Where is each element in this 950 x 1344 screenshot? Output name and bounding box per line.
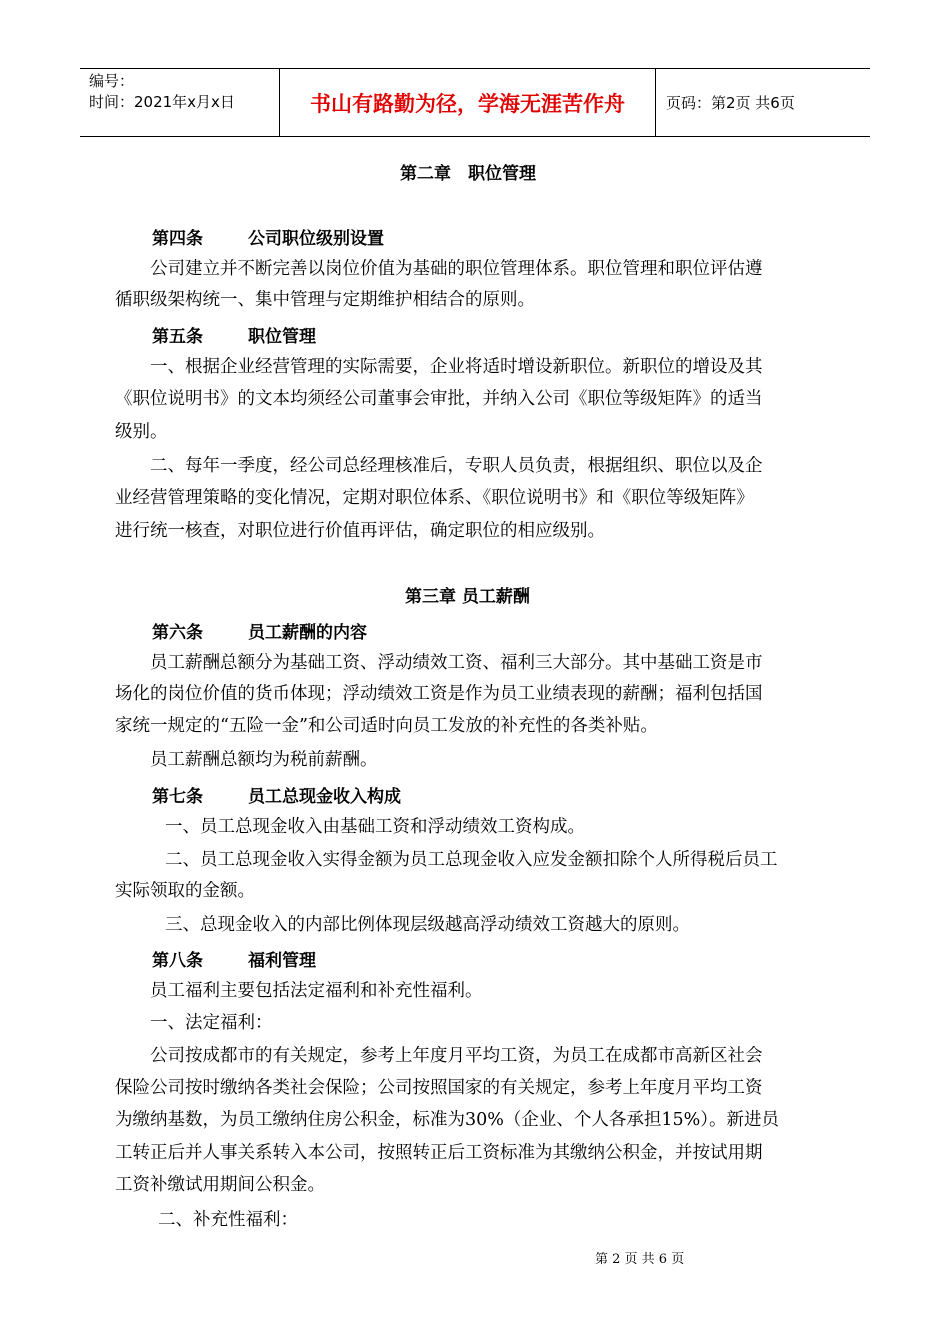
paragraph-line: 实际领取的金额。 bbox=[115, 881, 255, 901]
paragraph-line: 一、根据企业经营管理的实际需要，企业将适时增设新职位。新职位的增设及其 bbox=[150, 357, 763, 377]
paragraph-line: 员工福利主要包括法定福利和补充性福利。 bbox=[150, 981, 483, 1001]
paragraph-line: 三、总现金收入的内部比例体现层级越高浮动绩效工资越大的原则。 bbox=[165, 915, 690, 935]
paragraph-line: 场化的岗位价值的货币体现；浮动绩效工资是作为员工业绩表现的薪酬；福利包括国 bbox=[115, 684, 763, 704]
paragraph-line: 进行统一核查，对职位进行价值再评估，确定职位的相应级别。 bbox=[115, 521, 605, 541]
paragraph-line: 《职位说明书》的文本均须经公司董事会审批，并纳入公司《职位等级矩阵》的适当 bbox=[115, 389, 763, 409]
date-label: 时间：2021年x月x日 bbox=[89, 93, 235, 111]
paragraph-line: 工资补缴试用期间公积金。 bbox=[115, 1175, 325, 1195]
page-header bbox=[80, 68, 870, 137]
paragraph-line: 员工薪酬总额均为税前薪酬。 bbox=[150, 750, 378, 770]
motto: 书山有路勤为径，学海无涯苦作舟 bbox=[280, 69, 656, 136]
article-title: 员工薪酬的内容 bbox=[248, 623, 367, 643]
paragraph-line: 二、每年一季度，经公司总经理核准后，专职人员负责，根据组织、职位以及企 bbox=[150, 456, 763, 476]
article-number: 第四条 bbox=[152, 229, 203, 249]
paragraph-line: 循职级架构统一、集中管理与定期维护相结合的原则。 bbox=[115, 290, 535, 310]
header-left-cell bbox=[80, 69, 280, 136]
page-label: 页码：第2页 共6页 bbox=[666, 94, 795, 112]
article-number: 第八条 bbox=[152, 951, 203, 971]
article-title: 职位管理 bbox=[248, 327, 316, 347]
paragraph-line: 为缴纳基数，为员工缴纳住房公积金，标准为30%（企业、个人各承担15%）。新进员 bbox=[115, 1110, 780, 1130]
article-number: 第五条 bbox=[152, 327, 203, 347]
paragraph-line: 二、员工总现金收入实得金额为员工总现金收入应发金额扣除个人所得税后员工 bbox=[165, 850, 778, 870]
paragraph-line: 级别。 bbox=[115, 422, 168, 442]
paragraph-line: 公司按成都市的有关规定，参考上年度月平均工资，为员工在成都市高新区社会 bbox=[150, 1046, 763, 1066]
page-footer: 第 2 页 共 6 页 bbox=[595, 1252, 685, 1267]
paragraph-line: 一、法定福利： bbox=[150, 1013, 273, 1033]
chapter-title: 第二章 职位管理 bbox=[400, 164, 536, 184]
article-title: 员工总现金收入构成 bbox=[248, 787, 401, 807]
paragraph-line: 二、补充性福利： bbox=[158, 1210, 298, 1230]
article-title: 公司职位级别设置 bbox=[248, 229, 384, 249]
paragraph-line: 业经营管理策略的变化情况，定期对职位体系、《职位说明书》和《职位等级矩阵》 bbox=[115, 488, 754, 508]
chapter-title: 第三章 员工薪酬 bbox=[405, 587, 530, 607]
paragraph-line: 保险公司按时缴纳各类社会保险；公司按照国家的有关规定，参考上年度月平均工资 bbox=[115, 1078, 763, 1098]
paragraph-line: 一、员工总现金收入由基础工资和浮动绩效工资构成。 bbox=[165, 817, 585, 837]
paragraph-line: 工转正后并人事关系转入本公司，按照转正后工资标准为其缴纳公积金，并按试用期 bbox=[115, 1143, 763, 1163]
paragraph-line: 公司建立并不断完善以岗位价值为基础的职位管理体系。职位管理和职位评估遵 bbox=[150, 259, 763, 279]
paragraph-line: 家统一规定的“五险一金”和公司适时向员工发放的补充性的各类补贴。 bbox=[115, 716, 658, 736]
number-label: 编号： bbox=[89, 72, 135, 90]
article-title: 福利管理 bbox=[248, 951, 316, 971]
paragraph-line: 员工薪酬总额分为基础工资、浮动绩效工资、福利三大部分。其中基础工资是市 bbox=[150, 653, 763, 673]
article-number: 第六条 bbox=[152, 623, 203, 643]
article-number: 第七条 bbox=[152, 787, 203, 807]
